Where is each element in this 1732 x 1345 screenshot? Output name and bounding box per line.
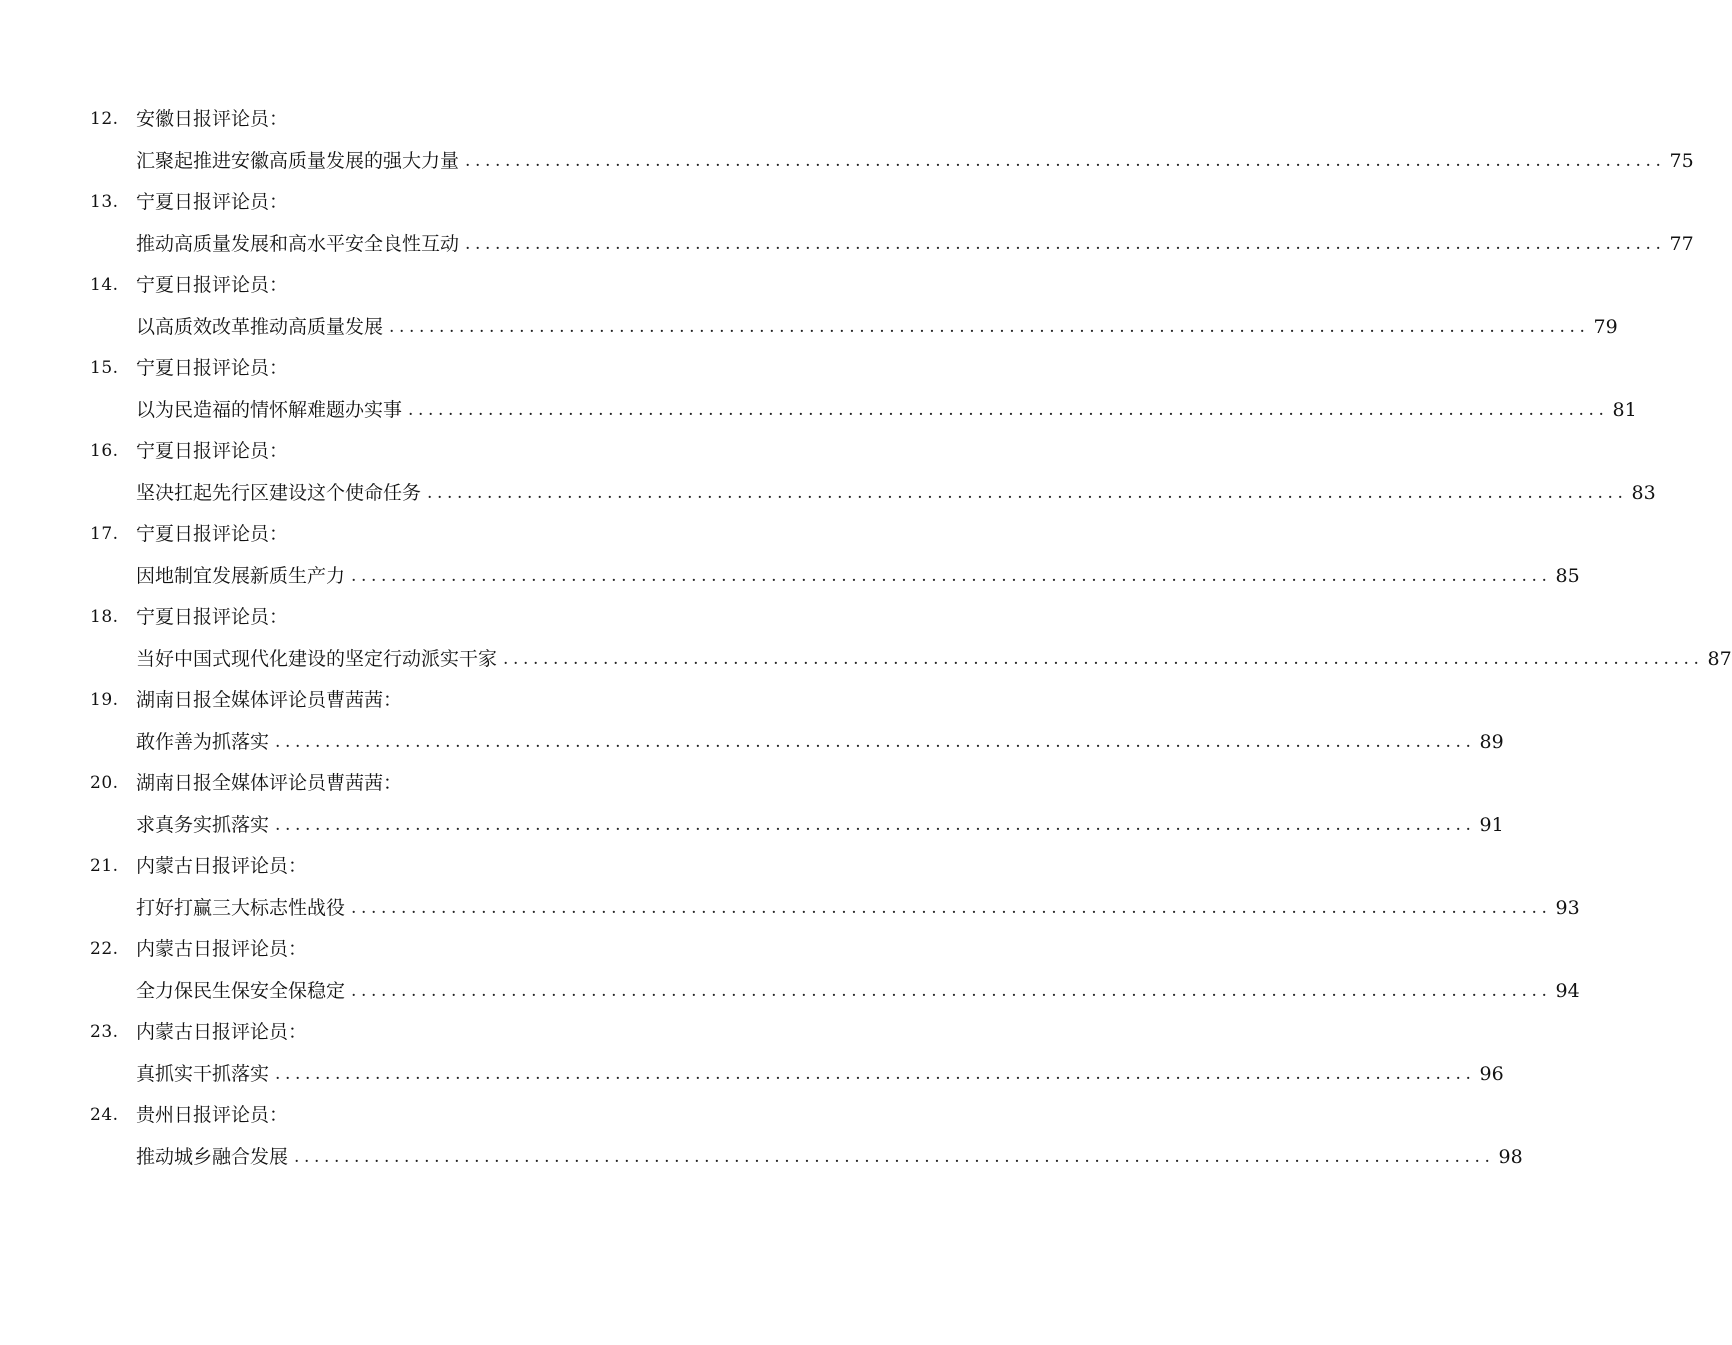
- toc-entry: [90, 265, 1618, 348]
- toc-entry-title[interactable]: 以高质效改革推动高质量发展: [136, 315, 384, 338]
- toc-entry-number: 13.: [90, 192, 119, 212]
- toc-page-number[interactable]: 87: [1707, 647, 1732, 670]
- toc-entry-author: 宁夏日报评论员：: [136, 357, 289, 379]
- toc-author-line: [90, 1095, 860, 1137]
- toc-page-number[interactable]: 96: [1479, 1062, 1504, 1085]
- toc-title-line[interactable]: [90, 1137, 1523, 1179]
- toc-title-line[interactable]: [90, 971, 1580, 1013]
- toc-entry-title[interactable]: 敢作善为抓落实: [136, 730, 270, 753]
- toc-page-number[interactable]: 83: [1631, 481, 1656, 504]
- toc-author-line: [90, 431, 860, 473]
- toc-entry-number: 14.: [90, 275, 119, 295]
- toc-entry-number: 18.: [90, 607, 119, 627]
- toc-entry: [90, 846, 1580, 929]
- toc-page-number[interactable]: 77: [1669, 232, 1694, 255]
- dot-leader: ........................................................................................................................: [275, 731, 1476, 752]
- toc-entry: [90, 680, 1504, 763]
- toc-entry-number: 20.: [90, 773, 119, 793]
- toc-author-line: [90, 1012, 860, 1054]
- toc-title-line[interactable]: [90, 390, 1637, 432]
- toc-author-line: [90, 514, 860, 556]
- toc-entry-number: 21.: [90, 856, 119, 876]
- toc-entry: [90, 182, 1694, 265]
- dot-leader: ........................................................................................................................: [503, 648, 1704, 669]
- toc-entry-number: 16.: [90, 441, 119, 461]
- dot-leader: ........................................................................................................................: [427, 482, 1628, 503]
- dot-leader: ........................................................................................................................: [351, 565, 1552, 586]
- toc-entry: [90, 1095, 1523, 1178]
- toc-title-line[interactable]: [90, 722, 1504, 764]
- toc-entry-author: 贵州日报评论员：: [136, 1104, 289, 1126]
- toc-entry: [90, 99, 1694, 182]
- toc-entry-author: 宁夏日报评论员：: [136, 523, 289, 545]
- dot-leader: ........................................................................................................................: [351, 897, 1552, 918]
- toc-page-number[interactable]: 81: [1612, 398, 1637, 421]
- toc-entry-title[interactable]: 求真务实抓落实: [136, 813, 270, 836]
- toc-title-line[interactable]: [90, 639, 1732, 681]
- toc-entry-author: 宁夏日报评论员：: [136, 191, 289, 213]
- toc-entry: [90, 514, 1580, 597]
- toc-entry-author: 内蒙古日报评论员：: [136, 938, 308, 960]
- toc-title-line[interactable]: [90, 473, 1656, 515]
- toc-entry-number: 17.: [90, 524, 119, 544]
- toc-author-line: [90, 99, 860, 141]
- toc-title-line[interactable]: [90, 224, 1694, 266]
- toc-page-number[interactable]: 98: [1498, 1145, 1523, 1168]
- toc-entry-title[interactable]: 打好打赢三大标志性战役: [136, 896, 346, 919]
- toc-entry-number: 23.: [90, 1022, 119, 1042]
- dot-leader: ........................................................................................................................: [275, 1063, 1476, 1084]
- toc-entry-author: 内蒙古日报评论员：: [136, 855, 308, 877]
- toc-page-number[interactable]: 91: [1479, 813, 1504, 836]
- toc-entry-author: 宁夏日报评论员：: [136, 606, 289, 628]
- toc-author-line: [90, 265, 860, 307]
- dot-leader: ........................................................................................................................: [465, 150, 1666, 171]
- toc-entry: [90, 431, 1656, 514]
- toc-entry-title[interactable]: 全力保民生保安全保稳定: [136, 979, 346, 1002]
- toc-entry-author: 内蒙古日报评论员：: [136, 1021, 308, 1043]
- toc-entry: [90, 1012, 1504, 1095]
- toc-page-number[interactable]: 85: [1555, 564, 1580, 587]
- toc-title-line[interactable]: [90, 307, 1618, 349]
- toc-entry-number: 19.: [90, 690, 119, 710]
- toc-author-line: [90, 182, 860, 224]
- table-of-contents: [90, 99, 1732, 1178]
- toc-entry-title[interactable]: 推动高质量发展和高水平安全良性互动: [136, 232, 460, 255]
- toc-entry-author: 安徽日报评论员：: [136, 108, 289, 130]
- toc-entry-number: 12.: [90, 109, 119, 129]
- dot-leader: ........................................................................................................................: [351, 980, 1552, 1001]
- toc-author-line: [90, 597, 860, 639]
- dot-leader: ........................................................................................................................: [389, 316, 1590, 337]
- toc-entry-number: 15.: [90, 358, 119, 378]
- toc-entry-title[interactable]: 以为民造福的情怀解难题办实事: [136, 398, 403, 421]
- toc-entry: [90, 348, 1637, 431]
- dot-leader: ........................................................................................................................: [408, 399, 1609, 420]
- toc-page-number[interactable]: 93: [1555, 896, 1580, 919]
- toc-entry-author: 湖南日报全媒体评论员曹茜茜：: [136, 689, 403, 711]
- toc-entry-author: 湖南日报全媒体评论员曹茜茜：: [136, 772, 403, 794]
- toc-entry-title[interactable]: 因地制宜发展新质生产力: [136, 564, 346, 587]
- toc-entry-title[interactable]: 当好中国式现代化建设的坚定行动派实干家: [136, 647, 498, 670]
- toc-title-line[interactable]: [90, 556, 1580, 598]
- dot-leader: ........................................................................................................................: [294, 1146, 1495, 1167]
- dot-leader: ........................................................................................................................: [465, 233, 1666, 254]
- toc-entry-author: 宁夏日报评论员：: [136, 440, 289, 462]
- toc-author-line: [90, 846, 860, 888]
- dot-leader: ........................................................................................................................: [275, 814, 1476, 835]
- toc-entry-number: 24.: [90, 1105, 119, 1125]
- toc-entry-number: 22.: [90, 939, 119, 959]
- toc-entry: [90, 929, 1580, 1012]
- toc-author-line: [90, 348, 860, 390]
- toc-page-number[interactable]: 94: [1555, 979, 1580, 1002]
- toc-entry-title[interactable]: 真抓实干抓落实: [136, 1062, 270, 1085]
- toc-page-number[interactable]: 89: [1479, 730, 1504, 753]
- toc-page-number[interactable]: 75: [1669, 149, 1694, 172]
- toc-entry-title[interactable]: 坚决扛起先行区建设这个使命任务: [136, 481, 422, 504]
- toc-entry-author: 宁夏日报评论员：: [136, 274, 289, 296]
- toc-title-line[interactable]: [90, 141, 1694, 183]
- toc-author-line: [90, 763, 860, 805]
- toc-author-line: [90, 680, 860, 722]
- toc-entry: [90, 763, 1504, 846]
- toc-entry-title[interactable]: 汇聚起推进安徽高质量发展的强大力量: [136, 149, 460, 172]
- toc-entry-title[interactable]: 推动城乡融合发展: [136, 1145, 289, 1168]
- toc-author-line: [90, 929, 860, 971]
- toc-title-line[interactable]: [90, 888, 1580, 930]
- toc-title-line[interactable]: [90, 805, 1504, 847]
- toc-entry: [90, 597, 1732, 680]
- toc-page-number[interactable]: 79: [1593, 315, 1618, 338]
- toc-title-line[interactable]: [90, 1054, 1504, 1096]
